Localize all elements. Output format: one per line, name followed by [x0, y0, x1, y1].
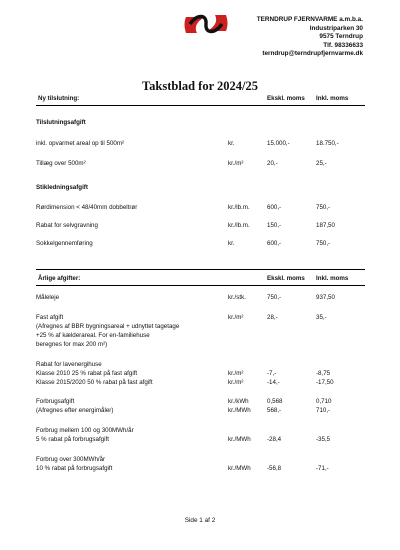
row-unit: kr. — [228, 240, 235, 247]
column-header-incl: Inkl. moms — [316, 275, 349, 282]
row-incl: 750,- — [316, 240, 331, 247]
row-description: Måleleje — [36, 294, 60, 301]
section-heading: Ny tilslutning: — [38, 95, 80, 102]
row-description: 10 % rabat på forbrugsafgift — [36, 465, 113, 472]
column-header-incl: Inkl. moms — [316, 95, 349, 102]
row-incl: 710,- — [316, 407, 331, 414]
row-unit: kr./MWh — [228, 465, 251, 472]
row-incl: -17,50 — [316, 379, 334, 386]
section-heading: Årlige afgifter: — [38, 275, 81, 282]
company-phone: Tlf. 98336633 — [323, 41, 363, 49]
row-note-text: (Afregnes af BBR bygningsareal + udnyttet tagetage — [36, 323, 180, 330]
group-title-text: Forbrug mellem 100 og 300MWh/år — [36, 427, 134, 434]
company-email[interactable]: terndrup@terndrupfjernvarme.dk — [262, 50, 363, 58]
row-unit: kr./MWh — [228, 436, 251, 443]
row-description: Sokkelgennemføring — [36, 240, 93, 247]
row-excl: 150,- — [267, 222, 282, 229]
row-description: Rabat for selvgravning — [36, 222, 98, 229]
row-excl: 750,- — [267, 294, 282, 301]
row-description: inkl. opvarmet areal op til 500m² — [36, 140, 125, 147]
row-note-text: +25 % af kælderareal. For en-familiehuse — [36, 332, 150, 339]
row-unit: kr./stk. — [228, 294, 246, 301]
company-info — [257, 16, 363, 59]
row-incl: -8,75 — [316, 370, 331, 377]
row-excl: 15.000,- — [267, 140, 290, 147]
column-header-excl: Ekskl. moms — [267, 275, 305, 282]
row-description: Rørdimension < 48/40mm dobbeltrør — [36, 204, 138, 211]
row-excl: 600,- — [267, 240, 282, 247]
row-unit: kr./m² — [228, 370, 244, 377]
page-number: Side 1 af 2 — [184, 517, 216, 524]
row-description: Klasse 2015/2020 50 % rabat på fast afgift — [36, 379, 153, 386]
column-header-excl: Ekskl. moms — [267, 95, 305, 102]
row-unit: kr./m² — [228, 160, 244, 167]
row-excl: 20,- — [267, 160, 278, 167]
row-excl: -7,- — [267, 370, 277, 377]
row-incl: -35,5 — [316, 436, 331, 443]
row-incl: 937,50 — [316, 294, 335, 301]
row-incl: 187,50 — [316, 222, 335, 229]
company-name: TERNDRUP FJERNVARME a.m.b.a. — [256, 16, 363, 23]
row-excl: 28,- — [267, 314, 278, 321]
section-header-new-connection — [36, 92, 365, 106]
company-street: Industriparken 30 — [309, 24, 363, 32]
row-incl: 18.750,- — [316, 140, 339, 147]
row-incl: 750,- — [316, 204, 331, 211]
section-divider — [36, 269, 365, 270]
row-excl: 568,- — [267, 407, 282, 414]
row-unit: kr. — [228, 140, 235, 147]
row-unit: kr./lb.m. — [228, 222, 250, 229]
row-unit: kr./m² — [228, 379, 244, 386]
row-unit: kr./m² — [228, 314, 244, 321]
row-excl: 0,568 — [267, 398, 283, 405]
group-title: Tilslutningsafgift — [36, 119, 86, 126]
row-description: 5 % rabat på forbrugsafgift — [36, 436, 109, 443]
row-excl: -28,4 — [267, 436, 282, 443]
company-city: 9575 Terndrup — [319, 33, 363, 41]
row-incl: 35,- — [316, 314, 327, 321]
company-logo-icon — [183, 13, 229, 35]
row-excl: -56,8 — [267, 465, 282, 472]
group-title-text: Forbrug over 300MWh/år — [36, 456, 106, 463]
row-incl: -71,- — [316, 465, 329, 472]
row-unit: kr./lb.m. — [228, 204, 250, 211]
row-description: (Afregnes efter energimåler) — [36, 407, 114, 414]
group-title: Stikledningsafgift — [36, 184, 88, 191]
row-description: Fast afgift — [36, 314, 64, 321]
row-excl: 600,- — [267, 204, 282, 211]
row-description: Tillæg over 500m² — [36, 160, 86, 167]
row-description: Forbrugsafgift — [36, 398, 75, 405]
row-unit: kr./kWh — [228, 398, 249, 405]
row-excl: -14,- — [267, 379, 280, 386]
row-note-text: beregnes for max 200 m²) — [36, 341, 108, 348]
row-unit: kr./MWh — [228, 407, 251, 414]
row-incl: 0,710 — [316, 398, 332, 405]
page-title: Takstblad for 2024/25 — [141, 79, 258, 93]
row-incl: 25,- — [316, 160, 327, 167]
section-header-annual-fees — [36, 272, 365, 286]
row-description: Klasse 2010 25 % rabat på fast afgift — [36, 370, 138, 377]
group-title-text: Rabat for lavenergihuse — [36, 361, 102, 368]
